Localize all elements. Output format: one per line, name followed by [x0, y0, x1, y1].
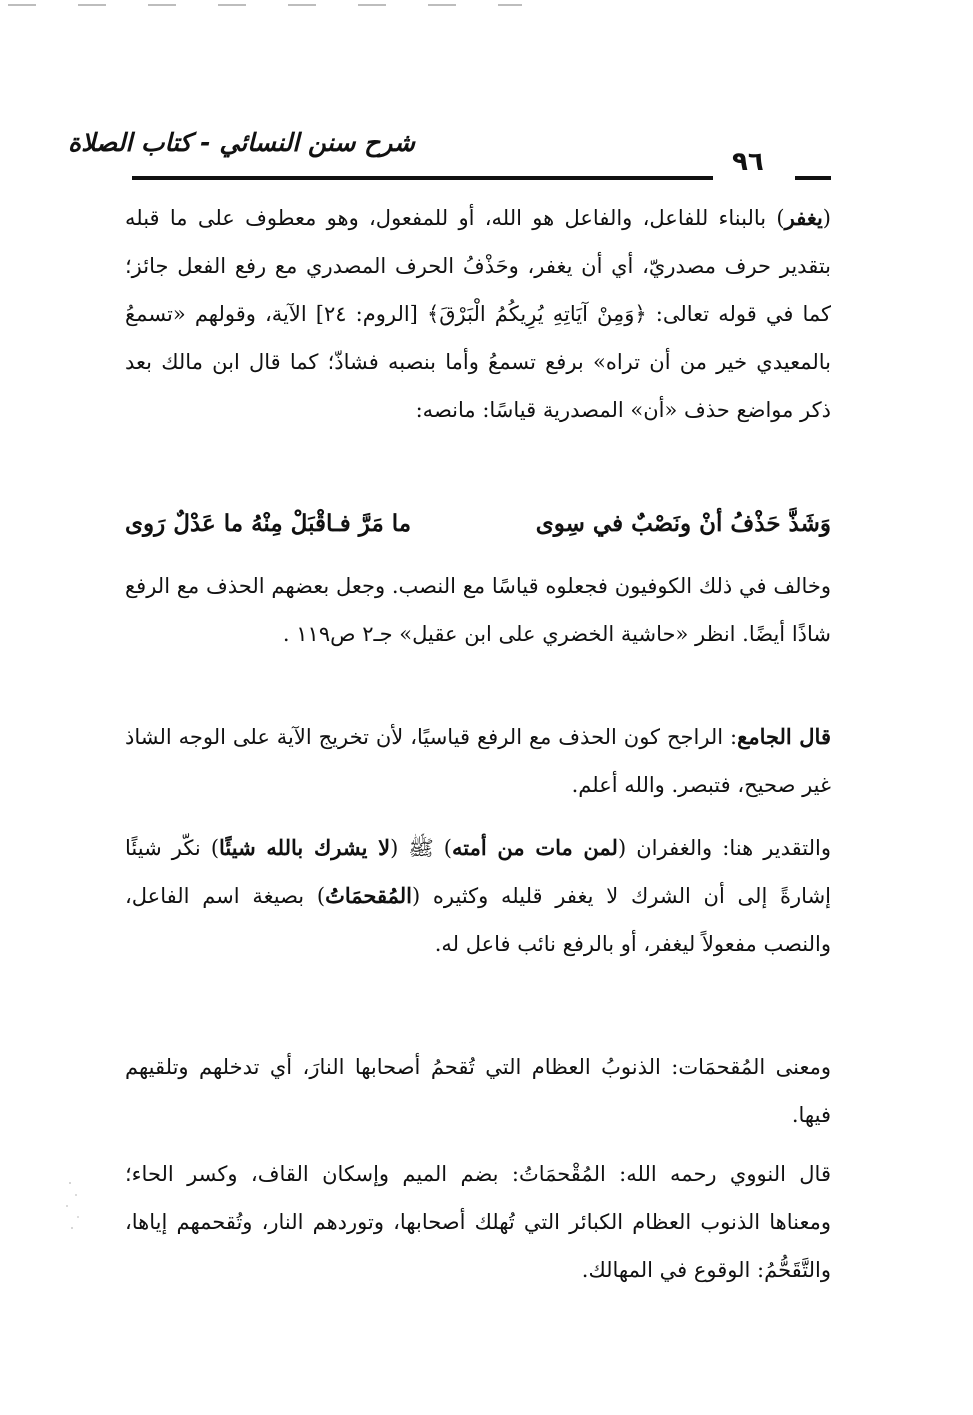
poem-right-hemistich: وَشَذَّ حَذْفُ أنْ ونَصْبٌ في سِوى	[535, 510, 831, 537]
text-segment: ومعنى المُقحمَات: الذنوبُ العظام التي تُقحمُ أصحابها النارَ، أي تدخلهم وتلقيهم فيها.	[125, 1055, 831, 1127]
paragraph-3	[125, 713, 831, 809]
paragraph-4	[125, 824, 831, 968]
scan-noise-dots	[58, 1175, 88, 1235]
text-segment: وخالف في ذلك الكوفيون فجعلوه قياسًا مع النصب. وجعل بعضهم الحذف مع الرفع شاذًا أيضًا. انظر «حاشية الخضري على ابن عقيل» جـ٢ ص١١٩ .	[125, 574, 831, 646]
text-segment-bold: قال الجامع	[737, 724, 831, 749]
header-rule	[132, 176, 713, 180]
poetry-verse	[125, 500, 831, 548]
text-segment: ) بصيغة اسم الفاعل، والنصب مفعولاً ليغفر، أو بالرفع نائب فاعل له.	[125, 884, 831, 956]
text-segment: (	[822, 206, 831, 230]
text-segment-bold: لا يشرك بالله شيئًا	[219, 835, 391, 860]
text-segment: : الراجح كون الحذف مع الرفع قياسيًا، لأن تخريج الآية على الوجه الشاذ غير صحيح، فتبصر. والله أعلم.	[125, 725, 831, 797]
paragraph-5	[125, 1043, 831, 1139]
running-header-title: شرح سنن النسائي - كتاب الصلاة	[68, 128, 415, 157]
poem-left-hemistich: ما مَرَّ فـاقْبَلْ مِنْهُ ما عَدْلٌ رَوى	[125, 510, 412, 537]
page-number: ٩٦	[732, 147, 764, 177]
text-segment: ) ﷺ (	[390, 836, 452, 860]
paragraph-6	[125, 1150, 831, 1294]
text-segment-bold: يغفر	[784, 205, 823, 230]
text-segment: قال النووي رحمه الله: المُقْحمَاتُ: بضم الميم وإسكان القاف، وكسر الحاء؛ ومعناها الذنوب العظام الكبائر التي تُهلك أصحابها، وتوردهم النار، وتُقحمهم إياها، والتَّقَحُّمُ: الوقوع في المهالك.	[125, 1162, 831, 1282]
scan-edge-marks	[0, 0, 973, 12]
page-number-rule	[795, 176, 831, 180]
paragraph-1	[125, 194, 831, 434]
text-segment: والتقدير هنا: والغفران (	[617, 836, 832, 860]
text-segment: ) نكّر شيئًا إشارةً إلى أن الشرك لا يغفر قليله وكثيره (	[125, 836, 832, 908]
text-segment: ) بالبناء للفاعل، والفاعل هو الله، أو للمفعول، وهو معطوف على ما قبله بتقدير حرف مصدريّ، أي أن يغفر، وحَذْفُ الحرف المصدري مع رفع الفعل جائز؛ كما في قوله تعالى: ﴿وَمِنْ آيَاتِهِ يُرِيكُمُ الْبَرْقَ﴾ [الروم: ٢٤] الآية، وقولهم «تسمعُ بالمعيدي خير من أن تراه» برفع تسمعُ وأما بنصبه فشاذّ؛ كما قال ابن مالك بعد ذكر مواضع حذف «أن» المصدرية قياسًا: مانصه:	[125, 206, 831, 422]
text-segment-bold: المُقحمَاتُ	[325, 883, 412, 908]
paragraph-2	[125, 562, 831, 658]
text-segment-bold: لمن مات من أمته	[452, 835, 618, 860]
